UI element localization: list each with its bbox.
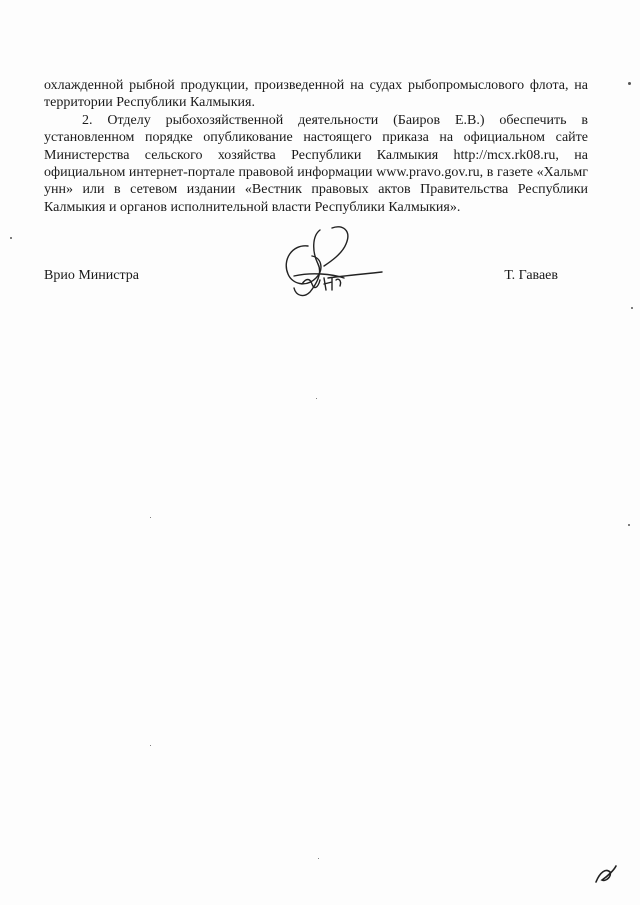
paragraph-publication-order: 2. Отделу рыбохозяйственной деятельности (Баиров Е.В.) обеспечить в установленном порядке опубликование настоящего приказа на официальном сайте Министерства сельского хозяйства Республики Калмыкия http://mcx.rk08.ru, на официальном интернет-портале правовой информации www.pravo.gov.ru, в газете «Хальмг унн» или в сетевом издании «Вестник правовых актов Правительства Республики Калмыкия и органов исполнительной власти Республики Калмыкия». <box>44 112 588 215</box>
scan-speck <box>316 398 317 399</box>
document-body <box>44 77 588 216</box>
scan-speck <box>318 858 319 859</box>
signatory-position: Врио Министра <box>44 268 139 283</box>
scan-speck <box>150 517 151 518</box>
handwritten-mark <box>592 862 620 886</box>
scan-speck <box>628 524 630 526</box>
paragraph-continuation: охлажденной рыбной продукции, произведенной на судах рыбопромыслового флота, на территории Республики Калмыкия. <box>44 78 588 111</box>
scan-speck <box>631 307 633 309</box>
scan-speck <box>10 237 12 239</box>
handwritten-signature <box>272 222 388 308</box>
scan-speck <box>628 82 631 85</box>
signatory-name: Т. Гаваев <box>504 268 558 283</box>
scan-speck <box>150 745 151 746</box>
